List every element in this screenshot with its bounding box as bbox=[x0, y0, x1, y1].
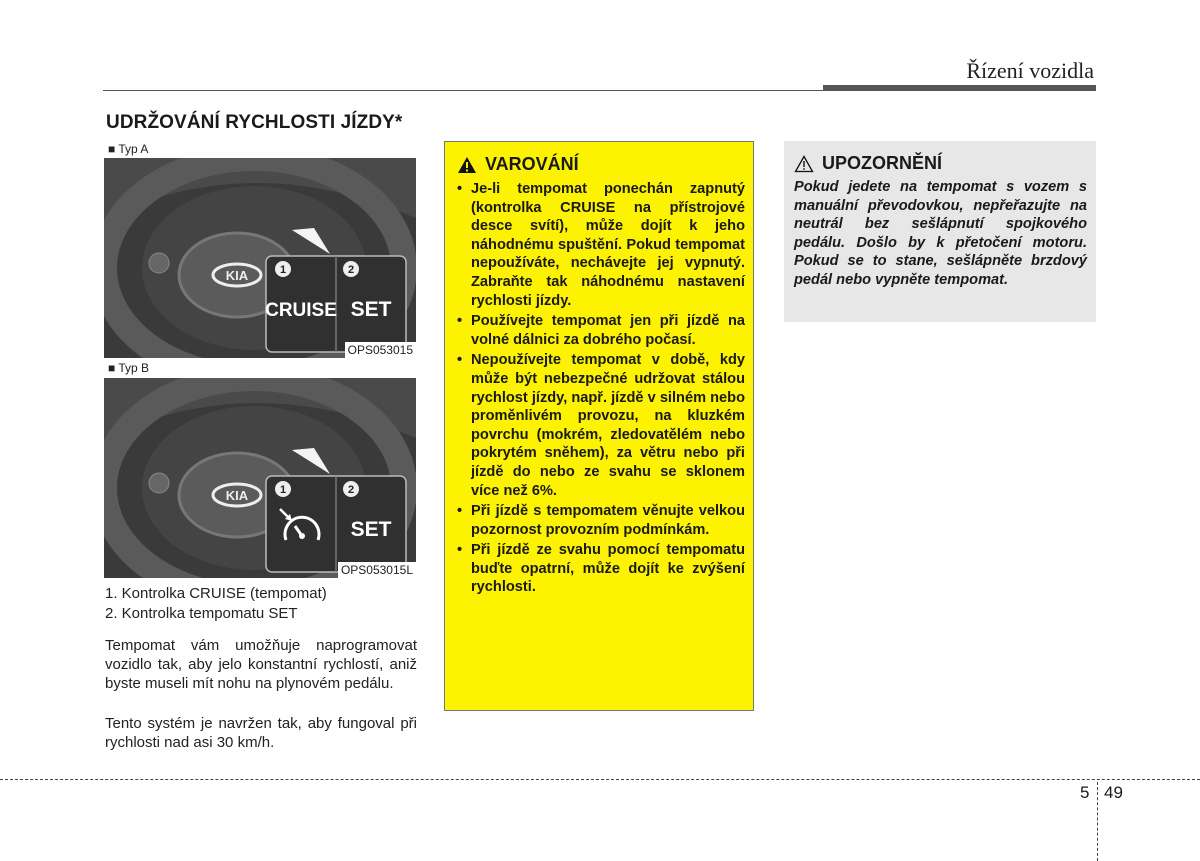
figure-a-steering-wheel bbox=[104, 158, 416, 358]
page-number: 49 bbox=[1104, 783, 1123, 802]
section-heading: UDRŽOVÁNÍ RYCHLOSTI JÍZDY* bbox=[106, 112, 403, 133]
warning-title bbox=[457, 154, 579, 175]
indicator-1-number: 1 bbox=[279, 264, 287, 276]
warning-item: • Nepoužívejte tempomat v době, kdy může být nebezpečné udržovat stálou rychlost jízdy, např. jízdě v silném nebo proměnlivém provozu, na kluzkém povrchu (mokrém, zledovatělém nebo pokrytém sněhem), za větru nebo při jízdě do nebo ze svahu se sklonem více než 6%. bbox=[457, 351, 745, 500]
steering-wheel-illustration-a bbox=[104, 158, 416, 358]
svg-text:KIA: KIA bbox=[225, 488, 249, 503]
figure-a-code: OPS053015 bbox=[345, 342, 416, 358]
cruise-indicator-label: CRUISE bbox=[265, 300, 337, 321]
indicator-1-number: 1 bbox=[279, 484, 287, 496]
caption-1: 1. Kontrolka CRUISE (tempomat) bbox=[105, 585, 327, 602]
header-rule-accent bbox=[823, 85, 1096, 91]
section-number: 5 bbox=[1080, 783, 1090, 802]
caution-title bbox=[794, 153, 942, 174]
chapter-title: Řízení vozidla bbox=[966, 58, 1094, 83]
warning-triangle-icon bbox=[457, 156, 477, 174]
warning-list bbox=[457, 180, 745, 599]
steering-wheel-illustration-b bbox=[104, 378, 416, 578]
warning-item: • Při jízdě s tempomatem věnujte velkou pozornost provozním podmínkám. bbox=[457, 502, 745, 539]
set-indicator-label: SET bbox=[350, 518, 392, 541]
body-paragraph-2: Tento systém je navržen tak, aby fungoval při rychlosti nad asi 30 km/h. bbox=[105, 715, 417, 751]
set-indicator-label: SET bbox=[350, 298, 392, 321]
footer-divider bbox=[0, 779, 1200, 780]
figure-a-type-label: ■ Typ A bbox=[108, 142, 149, 156]
warning-box bbox=[444, 141, 754, 711]
indicator-2-number: 2 bbox=[347, 484, 355, 496]
figure-b-code: OPS053015L bbox=[338, 562, 416, 578]
figure-b-steering-wheel bbox=[104, 378, 416, 578]
indicator-2-number: 2 bbox=[347, 264, 355, 276]
body-paragraph-1: Tempomat vám umožňuje naprogramovat vozidlo tak, aby jelo konstantní rychlostí, aniž byste museli mít nohu na plynovém pedálu. bbox=[105, 637, 417, 692]
caution-triangle-icon bbox=[794, 155, 814, 173]
warning-item: • Při jízdě ze svahu pomocí tempomatu buďte opatrní, může dojít ke zvýšení rychlosti. bbox=[457, 541, 745, 597]
svg-text:KIA: KIA bbox=[225, 268, 249, 283]
header-rule bbox=[103, 90, 823, 91]
warning-title-text: VAROVÁNÍ bbox=[485, 154, 579, 174]
caption-2: 2. Kontrolka tempomatu SET bbox=[105, 605, 298, 622]
figure-b-type-label: ■ Typ B bbox=[108, 361, 150, 375]
warning-item: • Používejte tempomat jen při jízdě na volné dálnici za dobrého počasí. bbox=[457, 312, 745, 349]
footer-vertical-divider bbox=[1097, 782, 1098, 861]
caution-title-text: UPOZORNĚNÍ bbox=[822, 153, 943, 173]
caution-text: Pokud jedete na tempomat s vozem s manuální převodovkou, nepřeřazujte na neutrál bez sešlápnutí spojkového pedálu. Došlo by k přetočení motoru. Pokud se to stane, sešlápněte brzdový pedál nebo vypněte tempomat. bbox=[794, 179, 1087, 288]
caution-box bbox=[784, 141, 1096, 322]
warning-item: • Je-li tempomat ponechán zapnutý (kontrolka CRUISE na přístrojové desce svítí), může dojít k jeho náhodnému spuštění. Pokud tempomat nepoužíváte, nechávejte jej vypnutý. Zabraňte tak náhodnému nastavení rychlosti jízdy. bbox=[457, 180, 745, 310]
